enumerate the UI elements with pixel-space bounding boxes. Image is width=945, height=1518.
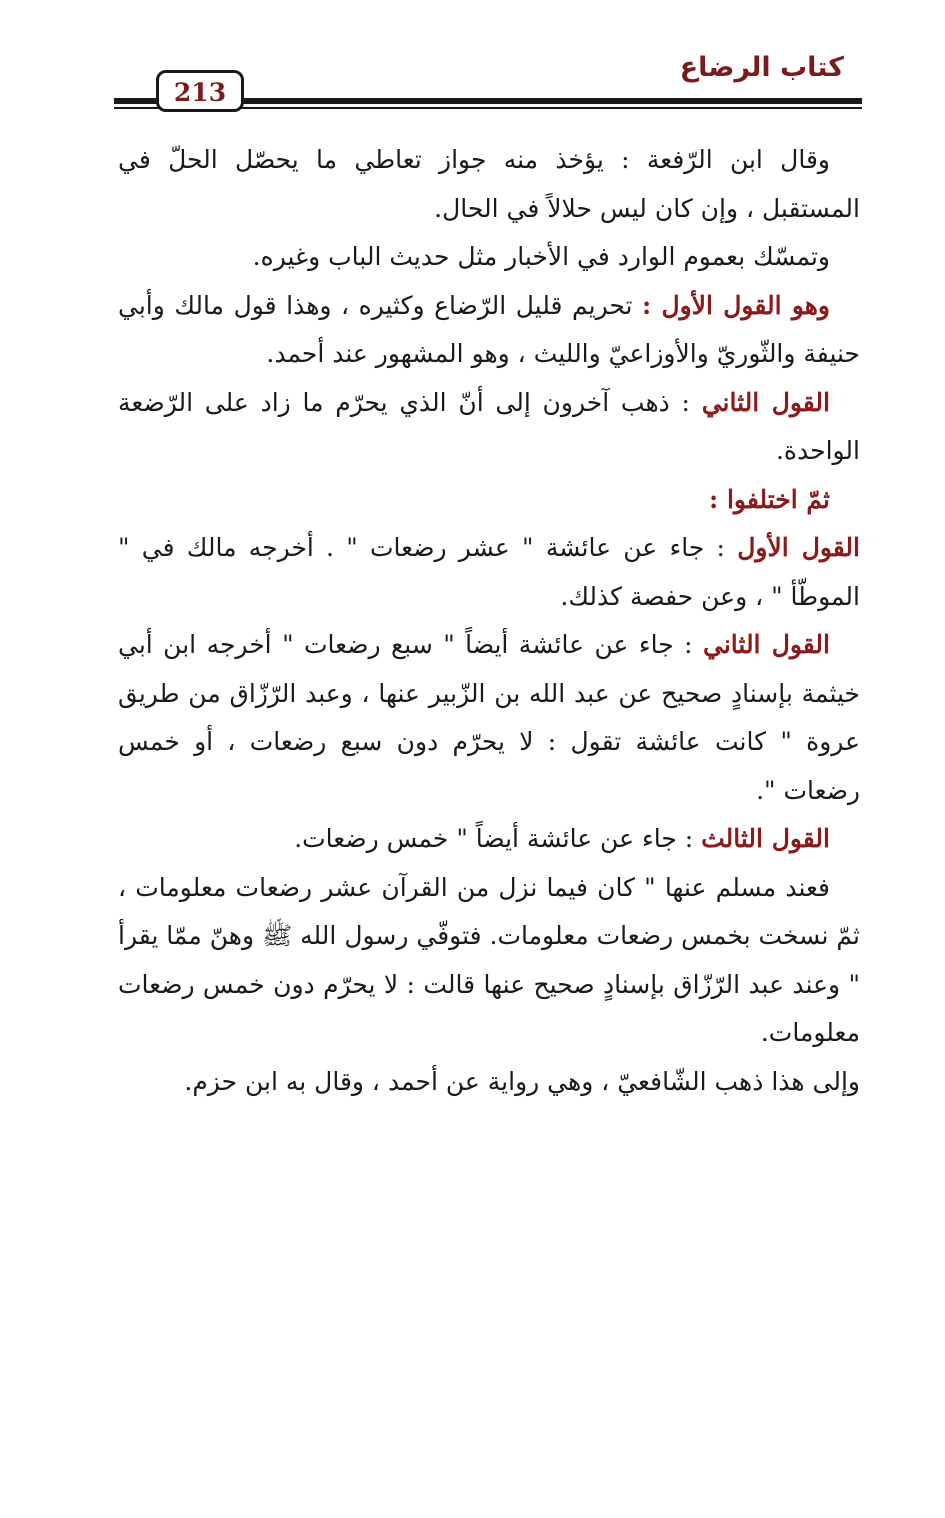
paragraph-text: وتمسّك بعموم الوارد في الأخبار مثل حديث الباب وغيره. xyxy=(252,242,830,271)
paragraph-text: وإلى هذا ذهب الشّافعيّ ، وهي رواية عن أحمد ، وقال به ابن حزم. xyxy=(184,1066,860,1096)
paragraph xyxy=(118,282,860,379)
paragraph-label: ثمّ اختلفوا : xyxy=(709,484,830,514)
paragraph xyxy=(118,864,860,1058)
paragraph xyxy=(118,1058,860,1107)
paragraph-text: : جاء عن عائشة أيضاً " خمس رضعات. xyxy=(294,824,702,853)
paragraph xyxy=(118,524,860,621)
paragraph-text: : جاء عن عائشة أيضاً " سبع رضعات " أخرجه ابن أبي خيثمة بإسنادٍ صحيح عن عبد الله بن الزّبير عنها ، وعبد الرّزّاق من طريق عروة " كانت عائشة تقول : لا يحرّم دون سبع رضعات ، أو خمس رضعات ". xyxy=(118,630,860,805)
paragraph-label: القول الأول xyxy=(737,533,860,562)
paragraph-text: : ذهب آخرون إلى أنّ الذي يحرّم ما زاد على الرّضعة الواحدة. xyxy=(118,387,860,465)
page-header xyxy=(114,48,862,118)
paragraph-label: القول الثالث xyxy=(701,824,830,853)
paragraph xyxy=(118,815,860,864)
paragraph xyxy=(118,476,860,525)
paragraph-label: القول الثاني xyxy=(701,387,830,417)
book-title: كتاب الرضاع xyxy=(679,52,844,83)
paragraph-label: وهو القول الأول : xyxy=(642,290,830,320)
paragraph xyxy=(118,136,860,233)
page-number: 213 xyxy=(156,70,244,112)
paragraph xyxy=(118,233,860,282)
paragraph-text: وقال ابن الرّفعة : يؤخذ منه جواز تعاطي ما يحصّل الحلّ في المستقبل ، وإن كان ليس حلالاً في الحال. xyxy=(118,145,860,223)
paragraph xyxy=(118,621,860,815)
page-body xyxy=(118,136,860,1106)
paragraph xyxy=(118,379,860,476)
paragraph-text: تحريم قليل الرّضاع وكثيره ، وهذا قول مالك وأبي حنيفة والثّوريّ والأوزاعيّ والليث ، وهو المشهور عند أحمد. xyxy=(118,290,860,368)
paragraph-text: فعند مسلم عنها " كان فيما نزل من القرآن عشر رضعات معلومات ، ثمّ نسخت بخمس رضعات معلومات. فتوفّي رسول الله ﷺ وهنّ ممّا يقرأ " وعند عبد الرّزّاق بإسنادٍ صحيح عنها قالت : لا يحرّم دون خمس رضعات معلومات. xyxy=(118,872,860,1047)
paragraph-text: : جاء عن عائشة " عشر رضعات " . أخرجه مالك في " الموطّأ " ، وعن حفصة كذلك. xyxy=(118,533,860,611)
paragraph-label: القول الثاني xyxy=(702,630,830,659)
